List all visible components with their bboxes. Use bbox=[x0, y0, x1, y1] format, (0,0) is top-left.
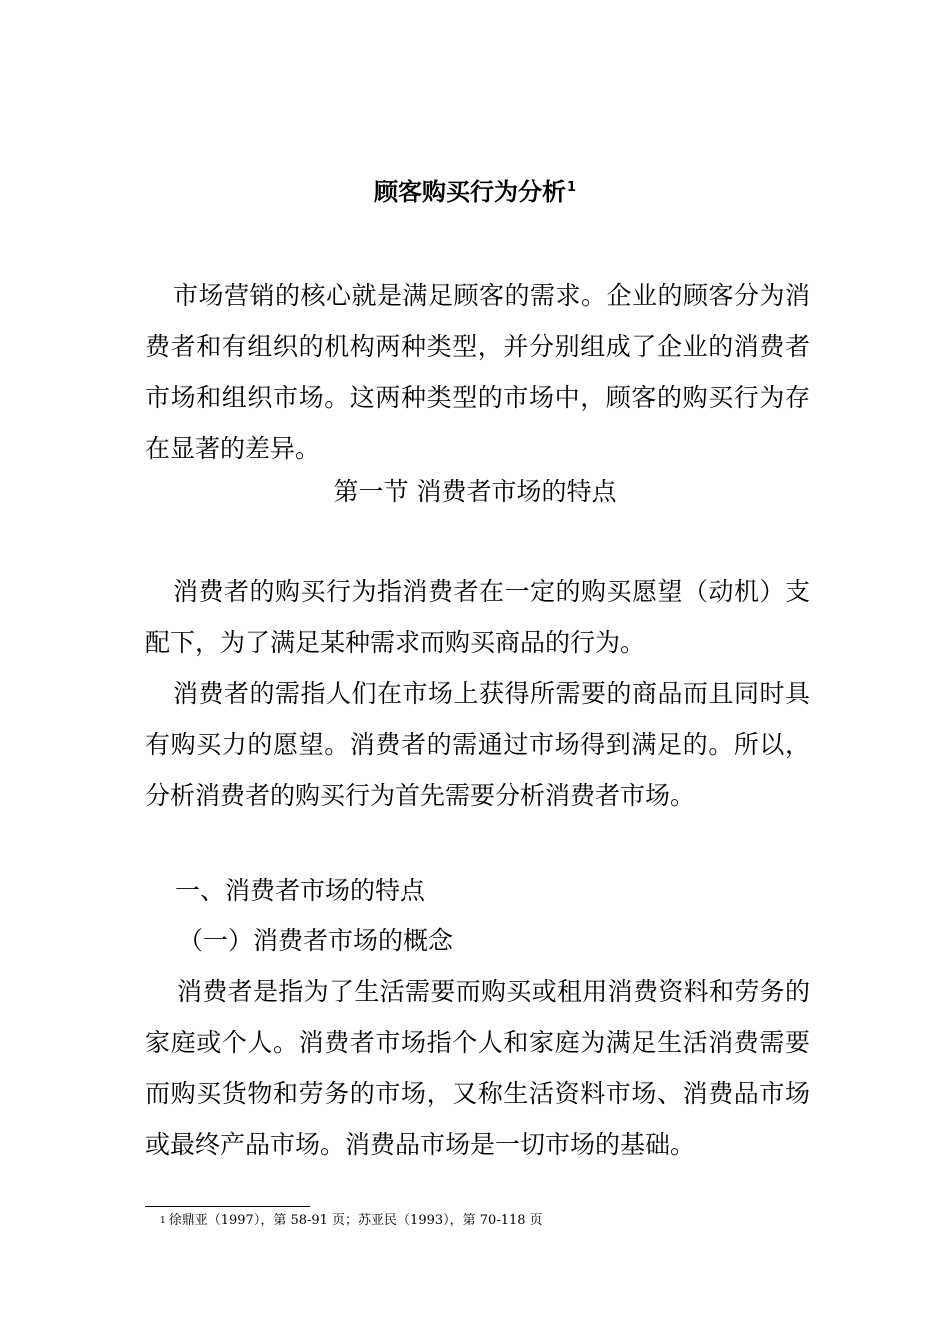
footnote-separator bbox=[145, 1206, 310, 1207]
footnote bbox=[160, 1212, 543, 1230]
title-footnote-mark[interactable]: 1 bbox=[566, 180, 577, 195]
demand-paragraph: 消费者的需指人们在市场上获得所需要的商品而且同时具有购买力的愿望。消费者的需通过市场得到满足的。所以，分析消费者的购买行为首先需要分析消费者市场。 bbox=[145, 679, 810, 810]
document-title bbox=[0, 176, 950, 208]
intro-paragraph: 市场营销的核心就是满足顾客的需求。企业的顾客分为消费者和有组织的机构两种类型，并分别组成了企业的消费者市场和组织市场。这两种类型的市场中，顾客的购买行为存在显著的差异。 bbox=[145, 281, 810, 463]
footnote-text: 徐鼎亚（1997），第 58-91 页；苏亚民（1993），第 70-118 页 bbox=[168, 1213, 543, 1228]
behavior-paragraph: 消费者的购买行为指消费者在一定的购买愿望（动机）支配下，为了满足某种需求而购买商品的行为。 bbox=[145, 577, 810, 657]
subheading-market-concept: （一）消费者市场的概念 bbox=[178, 926, 454, 955]
subheading-market-features: 一、消费者市场的特点 bbox=[175, 876, 426, 905]
section-heading: 第一节 消费者市场的特点 bbox=[333, 477, 617, 506]
footnote-mark: 1 bbox=[160, 1216, 166, 1226]
title-text: 顾客购买行为分析 bbox=[373, 178, 566, 206]
concept-paragraph: 消费者是指为了生活需要而购买或租用消费资料和劳务的家庭或个人。消费者市场指个人和家庭为满足生活消费需要而购买货物和劳务的市场，又称生活资料市场、消费品市场或最终产品市场。消费品市场是一切市场的基础。 bbox=[145, 977, 810, 1159]
